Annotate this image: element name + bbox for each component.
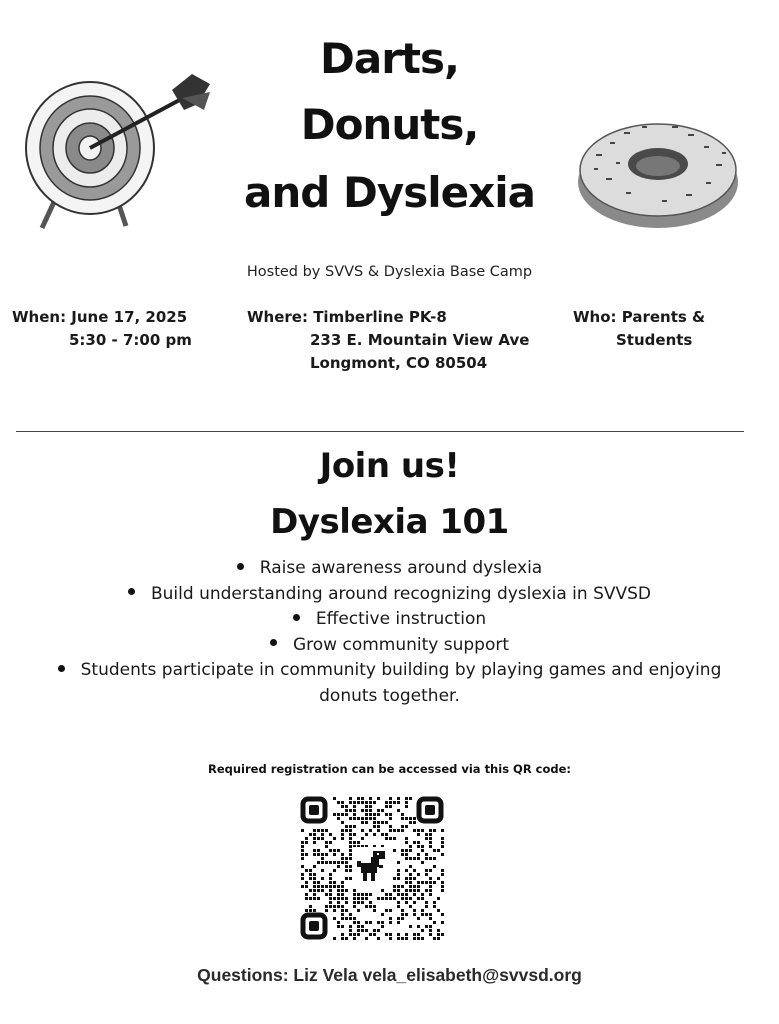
join-heading: Join us!: [319, 446, 460, 486]
title-line-2: Donuts,: [300, 100, 479, 149]
who-label: Who: Parents &: [573, 308, 706, 326]
qr-code[interactable]: [299, 795, 445, 941]
divider: [16, 431, 744, 432]
who-block: [573, 306, 705, 352]
list-item: Effective instruction: [0, 607, 779, 633]
list-item: Raise awareness around dyslexia: [0, 556, 779, 582]
list-item: Build understanding around recognizing dyslexia in SVVSD: [0, 582, 779, 608]
title-line-1: Darts,: [320, 34, 459, 83]
dyslexia-101-heading: Dyslexia 101: [270, 502, 509, 542]
when-block: [12, 306, 192, 352]
where-city: Longmont, CO 80504: [310, 354, 488, 372]
bullet-icon: [270, 639, 277, 646]
title-line-3: and Dyslexia: [244, 168, 535, 217]
list-item: Students participate in community building by playing games and enjoying donuts together.: [0, 658, 779, 709]
host-text: Hosted by SVVS & Dyslexia Base Camp: [246, 264, 533, 280]
where-location: Where: Timberline PK-8: [247, 308, 447, 326]
bullet-list: [0, 556, 779, 710]
questions-contact: Questions: Liz Vela vela_elisabeth@svvsd.org: [197, 965, 582, 985]
bullet-icon: [293, 614, 300, 621]
list-item: Grow community support: [0, 633, 779, 659]
when-time: 5:30 - 7:00 pm: [69, 331, 192, 349]
where-block: [247, 306, 529, 375]
when-date: When: June 17, 2025: [12, 308, 188, 326]
bullet-icon: [237, 563, 244, 570]
bullet-icon: [128, 588, 135, 595]
bullet-icon: [58, 665, 65, 672]
who-students: Students: [616, 331, 693, 349]
where-street: 233 E. Mountain View Ave: [310, 331, 530, 349]
registration-text: Required registration can be accessed via this QR code:: [207, 762, 572, 776]
